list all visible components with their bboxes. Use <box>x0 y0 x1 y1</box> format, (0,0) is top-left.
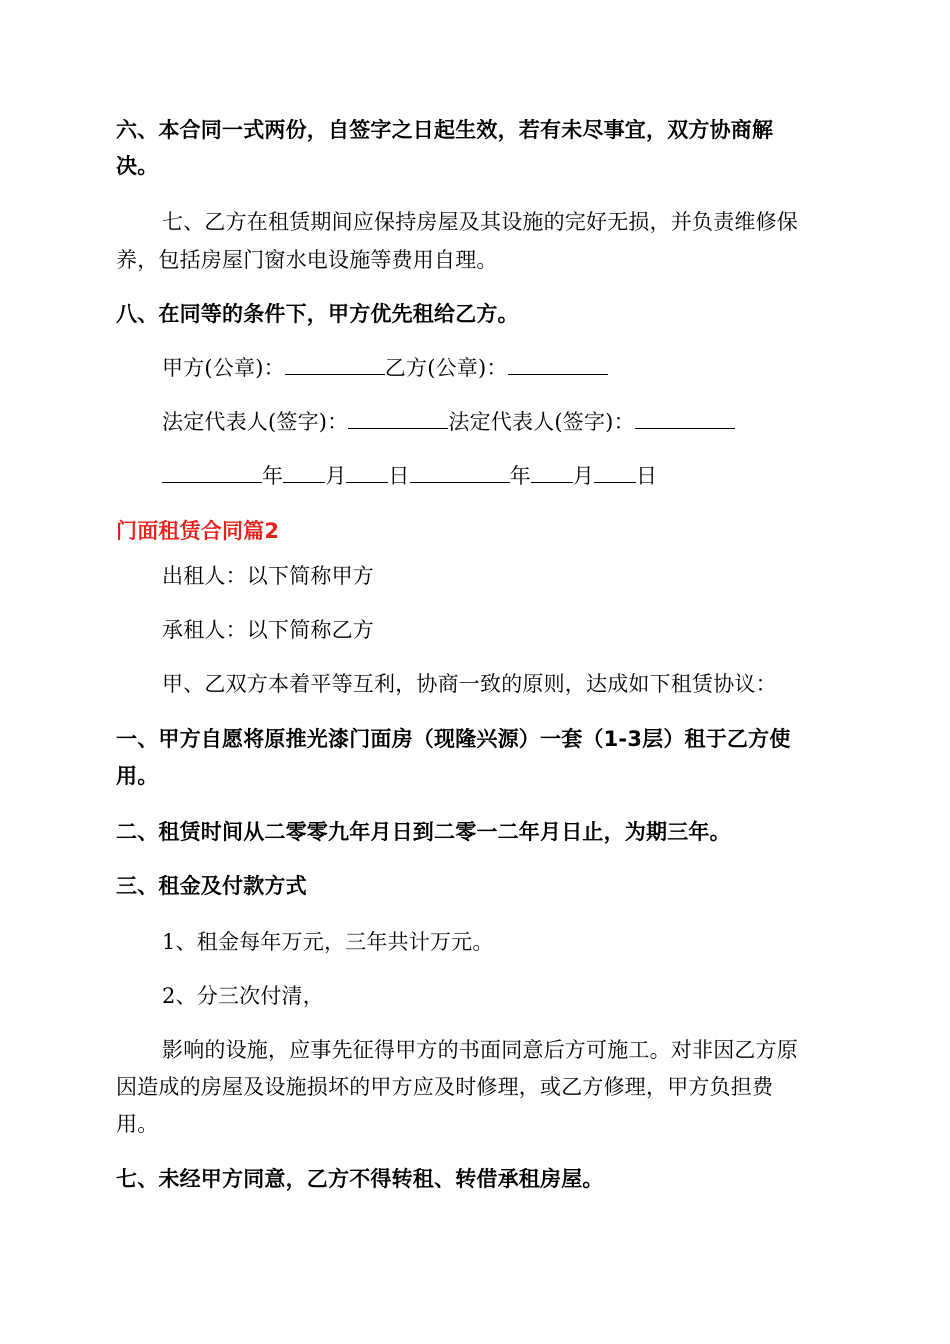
day-blank-a <box>346 481 388 483</box>
section-heading: 门面租赁合同篇2 <box>116 519 280 543</box>
party-b-rep-label: 法定代表人(签字)： <box>448 410 635 434</box>
clause-7-line-2: 养，包括房屋门窗水电设施等费用自理。 <box>116 248 498 272</box>
lessee-line: 承租人：以下简称乙方 <box>162 618 374 642</box>
month-label-b: 月 <box>572 464 595 488</box>
party-b-seal-blank <box>508 373 608 375</box>
clause-8: 八、在同等的条件下，甲方优先租给乙方。 <box>116 302 519 326</box>
repair-paragraph-line-2: 因造成的房屋及设施损坏的甲方应及时修理，或乙方修理，甲方负担费 <box>116 1075 774 1099</box>
year-blank-b <box>410 481 510 483</box>
repair-paragraph-line-3: 用。 <box>116 1112 159 1136</box>
clause-3-item-1: 1、租金每年万元，三年共计万元。 <box>162 930 494 954</box>
year-label-b: 年 <box>509 464 531 488</box>
party-a-rep-label: 法定代表人(签字)： <box>162 410 349 434</box>
clause-6-line-1: 六、本合同一式两份，自签字之日起生效，若有未尽事宜，双方协商解 <box>116 118 774 142</box>
party-b-seal-label: 乙方(公章)： <box>384 356 508 380</box>
month-blank-a <box>283 481 325 483</box>
clause-3-item-2: 2、分三次付清， <box>162 984 324 1008</box>
day-label-a: 日 <box>388 464 410 488</box>
party-a-rep-blank <box>348 427 448 429</box>
clause-7-line-1: 七、乙方在租赁期间应保持房屋及其设施的完好无损，并负责维修保 <box>162 210 798 234</box>
day-blank-b <box>594 481 636 483</box>
repair-paragraph-line-1: 影响的设施，应事先征得甲方的书面同意后方可施工。对非因乙方原 <box>162 1038 798 1062</box>
signature-row-representative <box>162 412 735 433</box>
party-a-seal-label: 甲方(公章)： <box>162 356 285 380</box>
year-label-a: 年 <box>262 464 284 488</box>
signature-row-seal <box>162 358 608 379</box>
clause-2: 二、租赁时间从二零零九年月日到二零一二年月日止，为期三年。 <box>116 820 731 844</box>
clause-3: 三、租金及付款方式 <box>116 874 307 898</box>
clause-6-line-2: 决。 <box>116 154 159 178</box>
clause-7-sublease: 七、未经甲方同意，乙方不得转租、转借承租房屋。 <box>116 1167 604 1191</box>
clause-1-line-1: 一、甲方自愿将原推光漆门面房（现隆兴源）一套（1-3层）租于乙方使 <box>116 727 791 751</box>
clause-1-line-2: 用。 <box>116 764 159 788</box>
party-b-rep-blank <box>635 427 735 429</box>
day-label-b: 日 <box>636 464 658 488</box>
year-blank-a <box>162 481 262 483</box>
month-label-a: 月 <box>325 464 347 488</box>
lessor-line: 出租人：以下简称甲方 <box>162 564 374 588</box>
signature-row-date <box>162 466 657 487</box>
intro-line: 甲、乙双方本着平等互利，协商一致的原则，达成如下租赁协议： <box>162 672 777 696</box>
party-a-seal-blank <box>285 373 385 375</box>
month-blank-b <box>531 481 573 483</box>
